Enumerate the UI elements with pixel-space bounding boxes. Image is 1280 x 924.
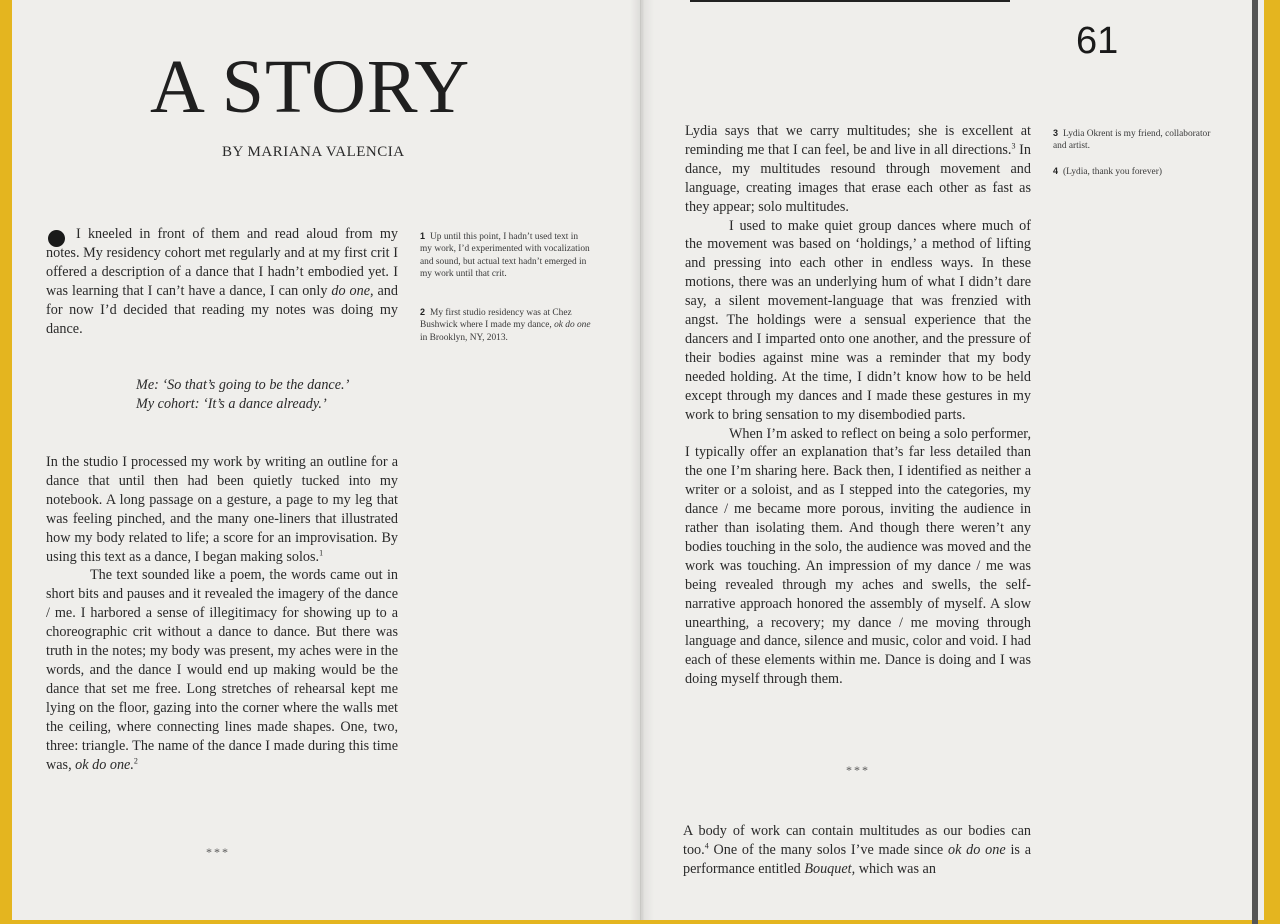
book-gutter [630,0,654,920]
text-run: in Brooklyn, NY, 2013. [420,332,508,343]
left-paragraph-2-text [46,453,398,566]
top-edge-line [690,0,1010,2]
emphasis-text: Bouquet, [804,860,856,877]
footnote-3-text: Lydia Okrent is my friend, collaborator and artist. [1053,129,1211,152]
footnote-ref: 2 [133,755,138,765]
emphasis-text: ok do one [948,841,1006,858]
footnote-1-number: 1 [420,231,426,241]
footnote-ref: 3 [1011,141,1016,151]
text-run: The text sounded like a poem, the words came out in short bits and pauses and it revealed the imagery of the dance / me. I harbored a sense of illegitimacy for showing up to a choreographic crit without a dance to dance. But there was truth in the notes; my body was present, my aches were in the words, and the dance I would end up making would be the dance that set me free. Long stretches of rehearsal kept me lying on the floor, gazing into the corner where the walls met the ceiling, where connecting lines made shapes. One, two, three: triangle. The name of the dance I made during this time was, [46,567,398,773]
text-run: In dance, my multitudes resound through movement and language, creating images that erase each other as fast as they appear; solo multitudes. [685,141,1031,215]
footnote-3-number: 3 [1053,128,1059,138]
article-title: A STORY [150,45,471,129]
right-paragraph-4 [683,822,1031,879]
text-run: One of the many solos I’ve made since [708,841,948,858]
text-run: I kneeled in front of them and read aloud from my notes. My residency cohort met regularly and at my first crit I offered a description of a dance that I hadn’t embodied yet. I was learning that I can’t have a dance, I can only [46,226,398,299]
text-run: My first studio residency was at Chez Bushwick where I made my dance, [420,308,572,331]
footnote-4-text: (Lydia, thank you forever) [1063,167,1162,177]
footnote-4-number: 4 [1053,166,1059,176]
footnote-2-number: 2 [420,307,426,317]
text-run: In the studio I processed my work by writing an outline for a dance that until then had been quietly tucked into my notebook. A long passage on a gesture, a page to my leg that was feeling pinched, and the many one-liners that illustrated how my body related to life; a score for an improvisation. By using this text as a dance, I began making solos. [46,454,398,565]
footnote-3 [1053,127,1213,153]
text-run: A body of work can contain multitudes as our bodies can too. [683,823,1031,858]
emphasis-text: ok do one [554,320,591,331]
left-paragraph-2 [46,453,398,774]
right-paragraph-1-text [685,122,1031,217]
quote-line-1: Me: ‘So that’s going to be the dance.’ [136,377,350,393]
text-run: which was an [855,860,936,877]
emphasis-text: do one [331,282,371,299]
footnote-1-text: Up until this point, I hadn’t used text in my work, I’d experimented with vocalization and sound, but actual text hadn’t emerged in my work until that crit. [420,232,590,280]
text-run: Lydia says that we carry multitudes; she is excellent at reminding me that I can feel, be and live in all directions. [685,123,1031,158]
text-run: , and for now I’d decided that reading my notes was doing my dance. [46,282,398,337]
text-run: is a performance entitled [683,841,1031,877]
footnote-2 [420,306,592,344]
left-paragraph-3-text [46,566,398,774]
footnote-1 [420,230,590,281]
article-byline: BY MARIANA VALENCIA [222,144,405,160]
left-paragraph-1-text [46,225,398,338]
page-number: 61 [1076,20,1119,62]
footnote-2-text [420,308,591,343]
text-run: I used to make quiet group dances where much of the movement was based on ‘holdings,’ a method of lifting and pressing into each other in endless ways. In these motions, there was an underlying hum of what I didn’t dare say, a silent movement-language that was frenzied with angst. The holdings were a sensual experience that the dancers and I imparted onto one another, and the pressure of their bodies against mine was a reminder that my body needed holding. At the time, I didn’t know how to be held except through my dances and I made these gestures in my work to bring sensation to my disembodied parts. [685,217,1031,423]
right-page-edge [1252,0,1258,924]
text-run: When I’m asked to reflect on being a solo performer, I typically offer an explanation that’s far less detailed than the one I’m sharing here. Back then, I identified as neither a writer or a soloist, and as I stepped into the categories, my dance / me became more porous, inviting the audience in rather than isolating them. And though there weren’t any bodies touching in the solo, the audience was moved and the work was touching. An impression of my dance / me was being revealed through my aches and swells, the self-narrative approach honored the assembly of myself. A slow unearthing, a recovery; my dance / me moving through language and dance, silence and music, color and void. I had each of these elements within me. Dance is doing and I was doing myself through them. [685,425,1031,688]
left-paragraph-1 [46,225,398,338]
quote-line-2: My cohort: ‘It’s a dance already.’ [136,396,327,412]
right-paragraph-3-text [685,425,1031,690]
section-separator-left: *** [206,845,230,859]
right-paragraph-4-text [683,822,1031,879]
footnote-4 [1053,165,1213,178]
dialogue-quote [136,376,436,414]
footnote-ref: 1 [319,547,324,557]
footnote-ref: 4 [704,841,709,851]
right-paragraph-2-text [685,217,1031,425]
emphasis-text: ok do one. [75,756,134,773]
right-body [685,122,1031,689]
section-separator-right: *** [846,763,870,777]
